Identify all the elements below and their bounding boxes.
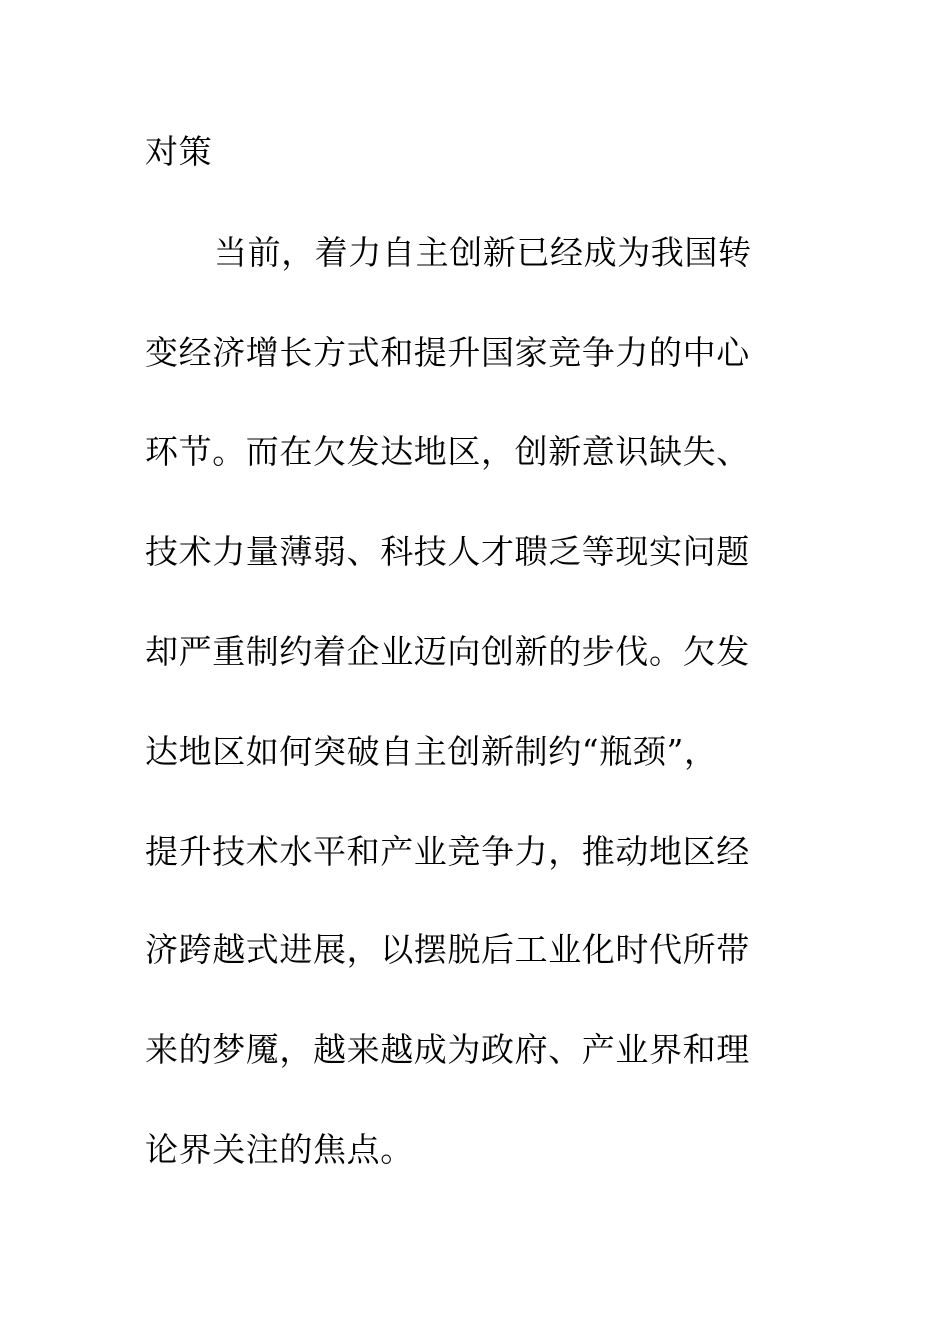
paragraph-line-7: 提升技术水平和产业竞争力，推动地区经 [145, 832, 750, 871]
paragraph-line-3: 环节。而在欠发达地区，创新意识缺失、 [145, 432, 750, 471]
paragraph-line-2: 变经济增长方式和提升国家竞争力的中心 [145, 333, 750, 372]
paragraph-line-10: 论界关注的焦点。 [145, 1130, 414, 1169]
paragraph-line-8: 济跨越式进展，以摆脱后工业化时代所带 [145, 930, 750, 969]
paragraph-line-1: 当前，着力自主创新已经成为我国转 [214, 233, 752, 272]
heading-tail-text: 对策 [145, 132, 213, 171]
paragraph-line-4: 技术力量薄弱、科技人才聩乏等现实问题 [145, 532, 750, 571]
paragraph-line-6: 达地区如何突破自主创新制约“瓶颈”， [145, 732, 718, 771]
paragraph-line-5: 却严重制约着企业迈向创新的步伐。欠发 [145, 632, 750, 671]
paragraph-line-9: 来的梦魇，越来越成为政府、产业界和理 [145, 1030, 750, 1069]
